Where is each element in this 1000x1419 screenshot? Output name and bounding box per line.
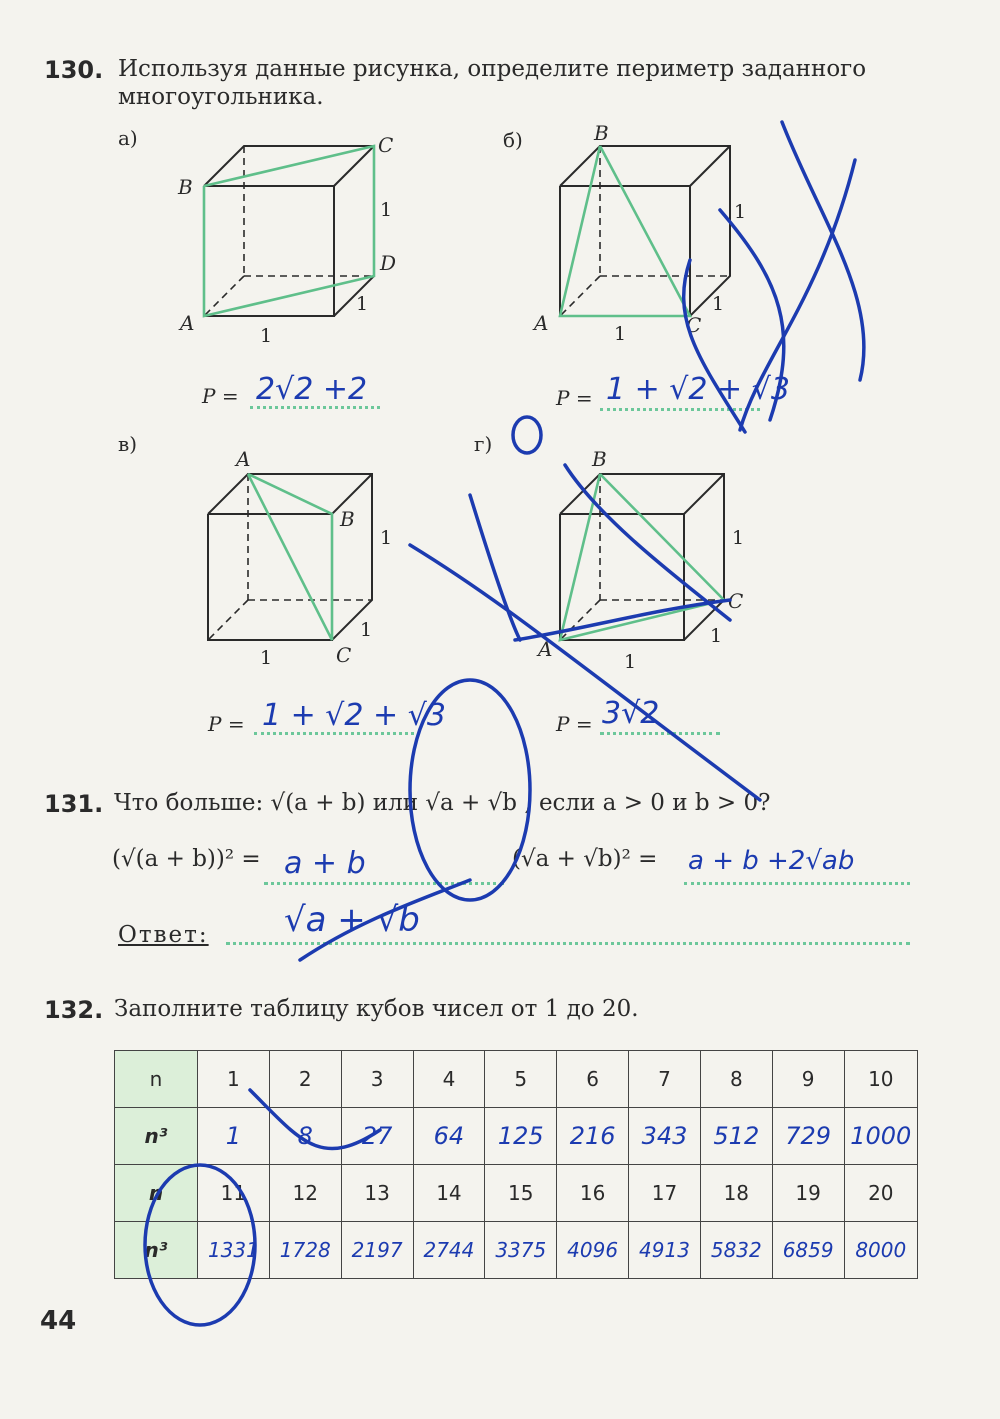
table-cell: 14 xyxy=(413,1165,485,1222)
part-g-label: г) xyxy=(474,432,493,456)
edge-label: 1 xyxy=(360,619,373,641)
table-cell-handwritten: 2744 xyxy=(413,1222,485,1279)
table-cell-handwritten: 1331 xyxy=(197,1222,269,1279)
table-cell: 15 xyxy=(485,1165,557,1222)
table-cell: 18 xyxy=(700,1165,772,1222)
table-cell: 20 xyxy=(844,1165,917,1222)
table-cell-handwritten: 125 xyxy=(485,1108,557,1165)
table-cell: 1 xyxy=(197,1051,269,1108)
table-cell-handwritten: 8 xyxy=(269,1108,341,1165)
table-cell: 7 xyxy=(629,1051,701,1108)
table-cell-handwritten: 1728 xyxy=(269,1222,341,1279)
vertex-label-C: C xyxy=(728,589,744,613)
answer-a-handwritten: 2√2 +2 xyxy=(256,372,368,407)
scribble-stroke xyxy=(782,122,864,380)
task-130-number: 130. xyxy=(44,56,104,84)
task-131-left-answer: a + b xyxy=(284,846,366,881)
task-131-question: Что больше: √(a + b) или √a + √b , если a > 0 и b > 0? xyxy=(114,790,771,816)
scribble-stroke xyxy=(470,495,520,640)
part-b-label: б) xyxy=(503,128,523,152)
part-a-label: а) xyxy=(118,126,138,150)
table-cell: 5 xyxy=(485,1051,557,1108)
table-row xyxy=(115,1165,918,1222)
table-cell: 8 xyxy=(700,1051,772,1108)
task-132-text: Заполните таблицу кубов чисел от 1 до 20. xyxy=(114,996,639,1022)
cube-figure-b xyxy=(530,121,770,350)
answer-b-handwritten: 1 + √2 + √3 xyxy=(606,372,790,407)
table-cell-handwritten: 6859 xyxy=(772,1222,844,1279)
task-131-right-answer: a + b +2√ab xyxy=(688,846,855,876)
table-cell-handwritten: 216 xyxy=(557,1108,629,1165)
edge-label: 1 xyxy=(380,199,393,221)
table-cell: 4 xyxy=(413,1051,485,1108)
vertex-label-A: A xyxy=(538,637,553,661)
table-cell-handwritten: 3375 xyxy=(485,1222,557,1279)
page-number: 44 xyxy=(40,1306,77,1336)
answer-a-prefix: P = xyxy=(202,384,239,408)
row-label-n-cubed: n³ xyxy=(115,1222,198,1279)
cube-figure-v xyxy=(180,447,420,670)
table-cell: 9 xyxy=(772,1051,844,1108)
table-cell-handwritten: 8000 xyxy=(844,1222,917,1279)
answer-v-prefix: P = xyxy=(208,712,245,736)
task-131-right-line xyxy=(684,882,910,885)
task-131-number: 131. xyxy=(44,790,104,818)
table-cell-handwritten: 2197 xyxy=(341,1222,413,1279)
task-130-text-line1: Используя данные рисунка, определите периметр заданного xyxy=(118,56,867,82)
answer-b-prefix: P = xyxy=(556,386,593,410)
edge-label: 1 xyxy=(712,293,725,315)
edge-label: 1 xyxy=(380,527,393,549)
scribble-stroke xyxy=(513,417,541,453)
answer-g-handwritten: 3√2 xyxy=(602,696,660,731)
table-cell-handwritten: 64 xyxy=(413,1108,485,1165)
vertex-label-B: B xyxy=(340,507,355,531)
edge-label: 1 xyxy=(260,325,273,347)
task-132-number: 132. xyxy=(44,996,104,1024)
table-cell-handwritten: 5832 xyxy=(700,1222,772,1279)
vertex-label-B: B xyxy=(178,175,193,199)
task-131-left-expression: (√(a + b))² = xyxy=(112,846,261,872)
cubes-table xyxy=(114,1050,918,1279)
table-row xyxy=(115,1222,918,1279)
task-131-right-expression: (√a + √b)² = xyxy=(512,846,658,872)
task-130-text-line2: многоугольника. xyxy=(118,84,324,110)
task-131-answer-label: Ответ: xyxy=(118,922,209,948)
cube-figure-a xyxy=(170,130,410,350)
vertex-label-A: A xyxy=(236,447,251,471)
table-cell-handwritten: 1 xyxy=(197,1108,269,1165)
table-cell: 3 xyxy=(341,1051,413,1108)
edge-label: 1 xyxy=(710,625,723,647)
answer-v-handwritten: 1 + √2 + √3 xyxy=(262,698,446,733)
edge-label: 1 xyxy=(614,323,627,345)
table-cell-handwritten: 1000 xyxy=(844,1108,917,1165)
table-cell-handwritten: 4096 xyxy=(557,1222,629,1279)
vertex-label-A: A xyxy=(180,311,195,335)
table-row xyxy=(115,1051,918,1108)
row-label-n: n xyxy=(115,1051,198,1108)
table-cell: 17 xyxy=(629,1165,701,1222)
vertex-label-B: B xyxy=(592,447,607,471)
edge-label: 1 xyxy=(260,647,273,669)
row-label-n-cubed: n³ xyxy=(115,1108,198,1165)
edge-label: 1 xyxy=(624,651,637,673)
vertex-label-A: A xyxy=(534,311,549,335)
part-v-label: в) xyxy=(118,432,138,456)
cube-figure-g xyxy=(530,447,770,680)
table-cell: 2 xyxy=(269,1051,341,1108)
vertex-label-B: B xyxy=(594,121,609,145)
table-cell: 11 xyxy=(197,1165,269,1222)
vertex-label-C: C xyxy=(378,133,394,157)
answer-b-line xyxy=(600,408,760,411)
task-131-left-line xyxy=(264,882,504,885)
edge-label: 1 xyxy=(734,201,747,223)
table-cell-handwritten: 729 xyxy=(772,1108,844,1165)
edge-label: 1 xyxy=(732,527,745,549)
edge-label: 1 xyxy=(356,293,369,315)
table-cell-handwritten: 4913 xyxy=(629,1222,701,1279)
task-131-answer-handwritten: √a + √b xyxy=(284,900,420,940)
vertex-label-C: C xyxy=(336,643,352,667)
task-131-answer-line xyxy=(226,942,910,945)
row-label-n: n xyxy=(115,1165,198,1222)
table-cell-handwritten: 27 xyxy=(341,1108,413,1165)
table-cell: 19 xyxy=(772,1165,844,1222)
answer-g-line xyxy=(600,732,720,735)
answer-g-prefix: P = xyxy=(556,712,593,736)
table-cell: 6 xyxy=(557,1051,629,1108)
table-cell: 12 xyxy=(269,1165,341,1222)
table-cell-handwritten: 343 xyxy=(629,1108,701,1165)
vertex-label-C: C xyxy=(686,313,702,337)
table-cell: 10 xyxy=(844,1051,917,1108)
table-row xyxy=(115,1108,918,1165)
vertex-label-D: D xyxy=(380,251,397,275)
table-cell-handwritten: 512 xyxy=(700,1108,772,1165)
table-cell: 13 xyxy=(341,1165,413,1222)
table-cell: 16 xyxy=(557,1165,629,1222)
